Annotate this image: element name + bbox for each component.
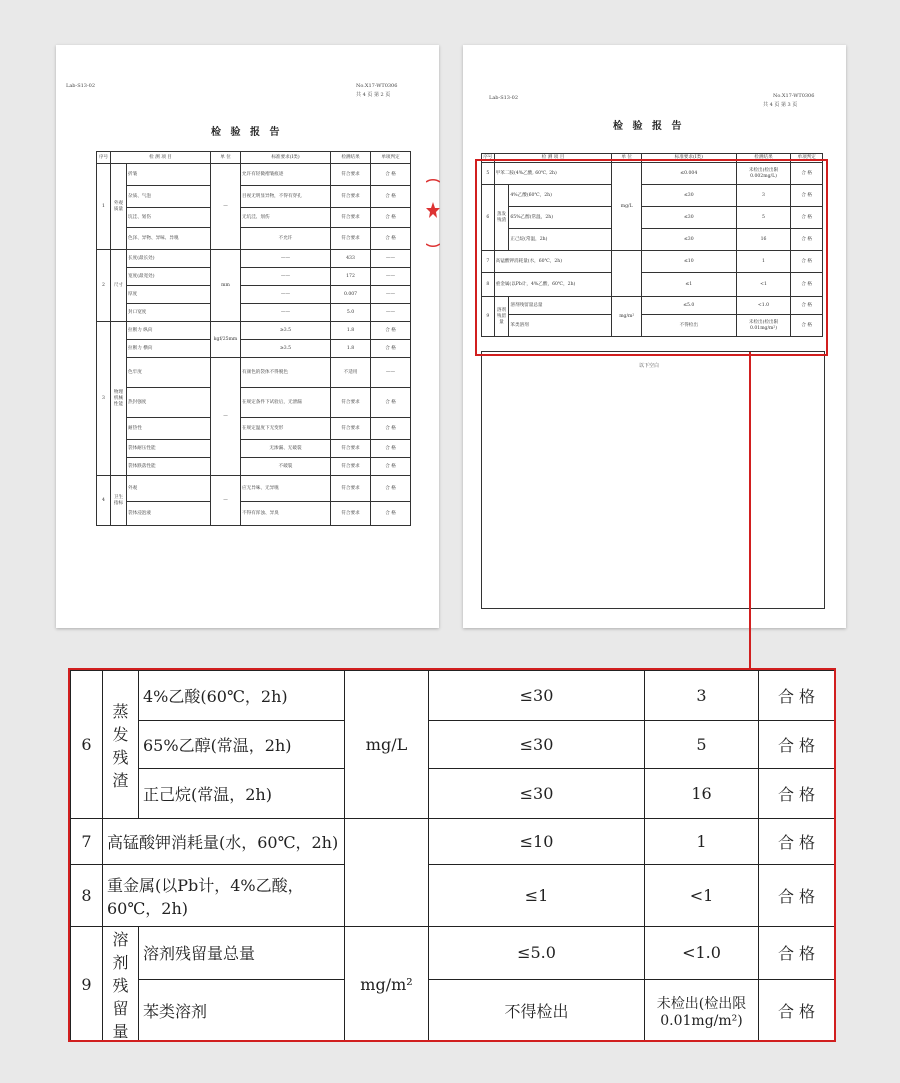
verdict-cell: —— [371,268,411,286]
req-cell: —— [241,304,331,322]
row-no: 8 [482,273,495,297]
verdict-cell: 合 格 [791,185,823,207]
item-label: 坑洼、划伤 [127,208,211,228]
verdict-cell: 合 格 [791,315,823,337]
verdict-cell: 合 格 [759,865,835,927]
header-no: 序号 [97,152,111,164]
group-no: 1 [97,164,111,250]
verdict-cell: —— [371,358,411,388]
req-cell: 不得检出 [641,315,736,337]
item-label: 袋体跌落性能 [127,458,211,476]
req-cell: ≤5.0 [641,297,736,315]
group-no: 2 [97,250,111,322]
header-result: 检测结果 [331,152,371,164]
verdict-cell: 合 格 [759,721,835,769]
req-cell: —— [241,268,331,286]
req-cell: 不破裂 [241,458,331,476]
header-item: 检 测 项 目 [111,152,211,164]
page-info: 共 4 页 第 2 页 [356,92,391,98]
verdict-cell: 合 格 [759,979,835,1042]
group-name: 卫生指标 [111,476,127,526]
result-cell: 未检出(检出限0.002mg/L) [736,163,791,185]
doc-code: Lab-S13-02 [489,95,519,101]
req-cell: ≤30 [641,185,736,207]
item-label: 重金属(以Pb计，4%乙酸，60℃，2h) [103,865,345,927]
item-label: 重金属(以Pb计，4%乙酸，60℃，2h) [494,273,612,297]
req-cell: ≤30 [429,769,645,819]
verdict-cell: 合 格 [371,440,411,458]
req-cell: 不得检出 [429,979,645,1042]
result-cell: 符合要求 [331,418,371,440]
verdict-cell: 合 格 [759,927,835,980]
result-cell: 符合要求 [331,208,371,228]
report-title: 检 验 报 告 [211,127,283,138]
verdict-cell: 合 格 [371,388,411,418]
result-cell: 1.8 [331,322,371,340]
report-number: No.X17-WT0306 [773,93,815,99]
item-label: 溶剂残留量总量 [139,927,345,980]
req-cell: 有颜色的袋体不得脱色 [241,358,331,388]
unit-cell: kgf/25mm [211,322,241,358]
item-label: 苯类溶剂 [139,979,345,1042]
verdict-cell: 合 格 [791,163,823,185]
result-cell: 172 [331,268,371,286]
item-label: 长度(最长处) [127,250,211,268]
req-cell: 在规定温度下无变形 [241,418,331,440]
header-result: 检测结果 [736,154,791,163]
result-cell: <1.0 [645,927,759,980]
group-name: 溶剂残留量 [494,297,509,337]
result-cell: 符合要求 [331,164,371,186]
req-cell: 应无异味、无异嗅 [241,476,331,502]
verdict-cell: 合 格 [791,207,823,229]
verdict-cell: 合 格 [371,502,411,526]
verdict-cell: 合 格 [371,458,411,476]
verdict-cell: 合 格 [791,251,823,273]
blank-area [481,351,825,609]
unit-cell: mg/L [345,671,429,819]
result-cell: 符合要求 [331,440,371,458]
page-info: 共 4 页 第 3 页 [763,102,798,108]
result-cell: 符合要求 [331,458,371,476]
item-label: 高锰酸钾消耗量(水，60℃，2h) [103,819,345,865]
row-no: 9 [71,927,103,1043]
req-cell: ≤30 [641,229,736,251]
req-cell: ≤1 [429,865,645,927]
result-cell: 未检出(检出限0.01mg/m²) [645,979,759,1042]
group-no: 4 [97,476,111,526]
row-no: 6 [71,671,103,819]
row-no: 5 [482,163,495,185]
header-item: 检 测 项 目 [494,154,612,163]
req-cell: ≤10 [429,819,645,865]
item-label: 4%乙酸(60℃，2h) [139,671,345,721]
header-verdict: 单项判定 [371,152,411,164]
req-cell: ≥3.5 [241,322,331,340]
req-cell: ≥3.5 [241,340,331,358]
result-cell: 5 [645,721,759,769]
group-name: 蒸发残渣 [494,185,509,251]
header-unit: 单 位 [612,154,641,163]
header-verdict: 单项判定 [791,154,823,163]
req-cell: ≤10 [641,251,736,273]
item-label: 折皱 [127,164,211,186]
item-label: 拉断力 横向 [127,340,211,358]
item-label: 色泽、异物、异味、异嗅 [127,228,211,250]
connector-line [749,352,751,668]
group-name: 物理机械性能 [111,322,127,476]
result-cell: <1 [736,273,791,297]
left-spec-table [96,151,411,526]
unit-cell: mg/L [612,163,641,251]
req-cell: ≤5.0 [429,927,645,980]
verdict-cell: 合 格 [791,229,823,251]
verdict-cell: 合 格 [371,186,411,208]
verdict-cell: —— [371,286,411,304]
header-req: 标准要求(Ⅰ类) [241,152,331,164]
result-cell: <1.0 [736,297,791,315]
item-label: 正己烷(常温，2h) [509,229,612,251]
req-cell: 不得有浑浊、异臭 [241,502,331,526]
verdict-cell: 合 格 [791,297,823,315]
result-cell: 符合要求 [331,502,371,526]
req-cell: ≤30 [641,207,736,229]
item-label: 溶剂残留量总量 [509,297,612,315]
unit-cell: — [211,358,241,476]
req-cell: 目视无明显异物，不得有穿孔 [241,186,331,208]
group-name: 溶剂残留量 [103,927,139,1043]
item-label: 外观 [127,476,211,502]
req-cell: 无坑洼、划伤 [241,208,331,228]
result-cell: <1 [645,865,759,927]
unit-cell: — [211,476,241,526]
verdict-cell: 合 格 [371,418,411,440]
verdict-cell: 合 格 [759,819,835,865]
result-cell: 3 [645,671,759,721]
req-cell: 允许有轻微褶皱痕迹 [241,164,331,186]
header-req: 标准要求(Ⅰ类) [641,154,736,163]
item-label: 正己烷(常温，2h) [139,769,345,819]
result-cell: 符合要求 [331,228,371,250]
item-label: 苯类溶剂 [509,315,612,337]
highlight-box [475,159,828,356]
result-cell: 符合要求 [331,186,371,208]
req-cell: ≤1 [641,273,736,297]
verdict-cell: 合 格 [371,208,411,228]
req-cell: ≤0.004 [641,163,736,185]
report-title: 检 验 报 告 [613,121,685,132]
verdict-cell: 合 格 [371,476,411,502]
item-label: 宽度(最宽处) [127,268,211,286]
result-cell: 符合要求 [331,476,371,502]
report-number: No.X17-WT0306 [356,83,398,89]
item-label: 色牢度 [127,358,211,388]
verdict-cell: 合 格 [371,228,411,250]
verdict-cell: —— [371,250,411,268]
verdict-cell: —— [371,304,411,322]
unit-cell: — [211,164,241,250]
result-cell: 符合要求 [331,388,371,418]
verdict-cell: 合 格 [759,671,835,721]
result-cell: 0.007 [331,286,371,304]
req-cell: ≤30 [429,671,645,721]
doc-code: Lab-S13-02 [66,83,96,89]
item-label: 袋体浸泡液 [127,502,211,526]
row-no: 7 [482,251,495,273]
result-cell: 1.8 [331,340,371,358]
zoomed-table-panel [68,668,836,1042]
verdict-cell: 合 格 [759,769,835,819]
verdict-cell: 合 格 [791,273,823,297]
result-cell: 3 [736,185,791,207]
req-cell: 不允许 [241,228,331,250]
verdict-cell: 合 格 [371,340,411,358]
unit-cell: mg/m² [345,927,429,1043]
item-label: 拉断力 纵向 [127,322,211,340]
item-label: 65%乙醇(常温，2h) [509,207,612,229]
report-page-left [56,45,439,628]
verdict-cell: 合 格 [371,164,411,186]
unit-cell [345,819,429,927]
row-no: 9 [482,297,495,337]
row-no: 6 [482,185,495,251]
item-label: 封口宽度 [127,304,211,322]
result-cell: 5 [736,207,791,229]
zoomed-table [70,670,835,1042]
item-label: 杂质、气泡 [127,186,211,208]
header-unit: 单 位 [211,152,241,164]
result-cell: 1 [736,251,791,273]
group-name: 尺寸 [111,250,127,322]
req-cell: ≤30 [429,721,645,769]
group-name: 蒸发残渣 [103,671,139,819]
req-cell: —— [241,250,331,268]
row-no: 8 [71,865,103,927]
req-cell: 在规定条件下试验后，无泄漏 [241,388,331,418]
unit-cell: mg/m² [612,297,641,337]
group-no: 3 [97,322,111,476]
row-no: 7 [71,819,103,865]
result-cell: 16 [736,229,791,251]
item-label: 厚度 [127,286,211,304]
result-cell: 未检出(检出限0.01mg/m²) [736,315,791,337]
seal-stamp-graphic [426,178,440,248]
unit-cell: mm [211,250,241,322]
verdict-cell: 合 格 [371,322,411,340]
blank-below-note: 以下空白 [639,363,660,369]
header-no: 序号 [482,154,495,163]
req-cell: 无渗漏、无破裂 [241,440,331,458]
item-label: 高锰酸钾消耗量(水，60℃，2h) [494,251,612,273]
item-label: 甲苯二胺(4%乙酸, 60℃, 2h) [494,163,612,185]
seal-stamp [426,178,440,248]
group-name: 外观质量 [111,164,127,250]
result-cell: 不适用 [331,358,371,388]
result-cell: 433 [331,250,371,268]
req-cell: —— [241,286,331,304]
result-cell: 16 [645,769,759,819]
result-cell: 1 [645,819,759,865]
result-cell: 5.0 [331,304,371,322]
item-label: 热封强度 [127,388,211,418]
item-label: 4%乙酸(60℃，2h) [509,185,612,207]
item-label: 65%乙醇(常温，2h) [139,721,345,769]
item-label: 耐热性 [127,418,211,440]
item-label: 袋体耐压性能 [127,440,211,458]
